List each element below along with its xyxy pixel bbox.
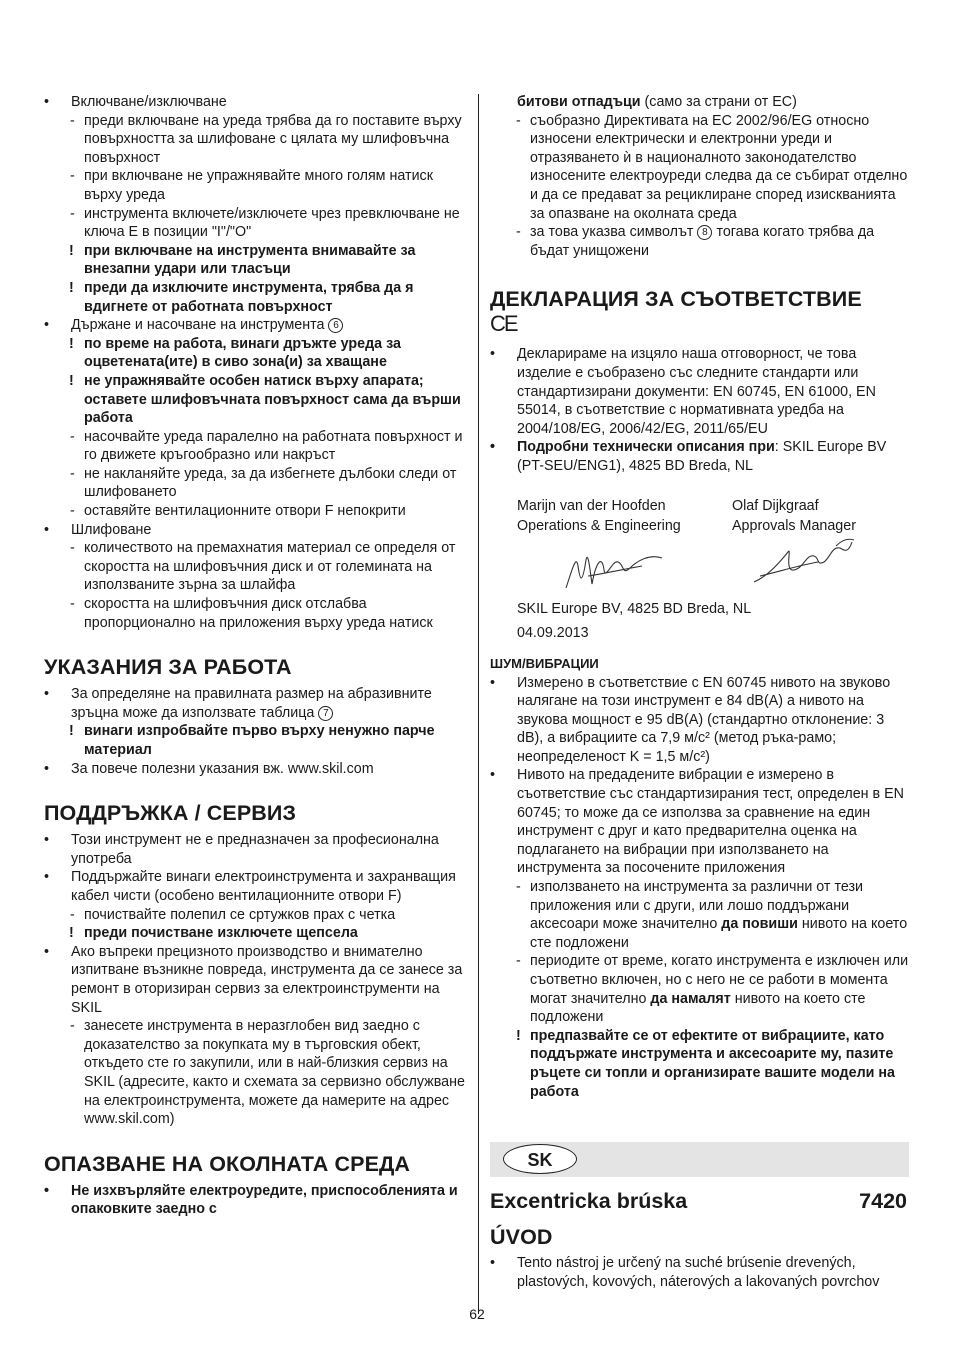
list-item: • Държане и насочване на инструмента 6	[44, 316, 468, 335]
signatory-1: Marijn van der Hoofden Operations & Engineering	[517, 497, 681, 534]
warning-item: ! при включване на инструмента внимавайте за внезапни удари или тласъци	[69, 242, 416, 278]
figure-reference: 6	[328, 318, 343, 333]
section-heading: ÚVOD	[490, 1225, 553, 1249]
list-item: • За определяне на правилната размер на абразивните зръцна може да използвате таблица 7	[44, 686, 432, 721]
list-item: • Измерено в съответствие с EN 60745 нивото на звуково налягане на този инструмент е 84 dB(A) а нивото на звукова мощност е 95 dB(A) (стандартно отклонение: 3 dB), а вибрациите са 7,9 м/с² (метод ръка-рамо; неопределеност K = 1,5 м/с²)	[490, 674, 891, 765]
language-bar	[490, 1142, 909, 1177]
list-item: • Декларираме на изцяло наша отговорност, че това изделие е съобразено със следните стандарти или стандартизирани документи: EN 60745, EN 61000, EN 55014, в съответствие с нормативната уредба на 2004/108/EG, 2006/42/EG, 2011/65/EU	[490, 346, 876, 437]
figure-reference: 7	[318, 706, 333, 721]
section-heading: ШУМ/ВИБРАЦИИ	[490, 655, 599, 671]
signature-image	[748, 532, 858, 592]
ce-mark-icon: CE	[490, 311, 517, 337]
signature-image	[558, 540, 668, 600]
section-heading: ОПАЗВАНЕ НА ОКОЛНАТА СРЕДА	[44, 1151, 411, 1176]
product-title-row	[490, 1188, 907, 1214]
language-badge: SK	[503, 1144, 577, 1174]
list-item: - при включване не упражнявайте много голям натиск върху уреда	[70, 168, 433, 203]
list-item-continuation: битови отпадъци (само за страни от ЕС)	[517, 94, 797, 110]
list-item: - не накланяйте уреда, за да избегнете дълбоки следи от шлифоването	[70, 465, 457, 501]
list-item: • Този инструмент не е предназначен за професионална употреба	[44, 832, 439, 867]
list-item: • Не изхвърляйте електроуредите, приспособленията и опаковките заедно с	[44, 1182, 458, 1218]
right-column	[490, 93, 912, 1101]
list-item: - преди включване на уреда трябва да го поставите върху повърхността за шлифоване с цялата му шлифовъчна повърхност	[70, 112, 462, 166]
section-heading: ДЕКЛАРАЦИЯ ЗА СЪОТВЕТСТВИЕ	[490, 287, 862, 312]
list-item: - занесете инструмента в неразглобен вид заедно с доказателство за покупката му в търговския обект, откъдето сте го закупили, или в най-близкия сервиз на SKIL (адресите, както и схемата за сервизно обслужване на електроинструмента, можете да намерите на адрес www.skil.com)	[70, 1018, 465, 1128]
list-item: - оставяйте вентилационните отвори F непокрити	[70, 503, 406, 520]
list-item: • Tento nástroj je určený na suché brúsenie drevených, plastových, kovových, náterových a lakovaných povrchov	[490, 1255, 880, 1290]
product-model: 7420	[859, 1189, 907, 1213]
warning-item: ! не упражнявайте особен натиск върху апарата; оставете шлифовъчната повърхност сама да върши работа	[69, 372, 461, 427]
list-item: - използването на инструмента за различни от тези приложения или с други, или лошо поддържани аксесоари може значително да повиши нивото на което сте подложени	[516, 879, 908, 951]
sk-section	[490, 1188, 907, 1291]
signatory-2: Olaf Dijkgraaf Approvals Manager	[732, 497, 856, 534]
list-item: • Ако въпреки прецизното производство и внимателно изпитване възникне повреда, инструмента да се занесе за ремонт в оторизиран сервиз за електроинструменти на SKIL	[44, 943, 463, 1016]
list-item: • Включване/изключване	[44, 94, 227, 110]
section-heading: ПОДДРЪЖКА / СЕРВИЗ	[44, 801, 297, 826]
page-number: 62	[469, 1306, 485, 1322]
signatories	[490, 496, 912, 536]
left-column	[44, 93, 468, 1219]
column-divider	[478, 94, 479, 1314]
warning-item: ! по време на работа, винаги дръжте уреда за оцветената(ите) в сиво зона(и) за хващане	[69, 335, 401, 371]
list-item: - насочвайте уреда паралелно на работната повърхност и го движете кръгообразно или накръст	[70, 428, 463, 464]
figure-reference: 8	[697, 225, 712, 240]
warning-item: ! преди да изключите инструмента, трябва да я вдигнете от работната повърхност	[69, 279, 414, 315]
list-item: • Поддържайте винаги електроинструмента и захранващия кабел чисти (особено вентилационните отвори F)	[44, 869, 456, 904]
section-heading: УКАЗАНИЯ ЗА РАБОТА	[44, 655, 292, 680]
warning-item: ! преди почистване изключете щепсела	[69, 925, 358, 942]
list-item: • Шлифоване	[44, 521, 152, 538]
warning-item: ! предпазвайте се от ефектите от вибрациите, като поддържате инструмента и аксесоарите му, пазите ръцете си топли и организирате вашите модели на работа	[516, 1027, 896, 1100]
signatures	[490, 536, 912, 598]
product-name: Excentricka brúska	[490, 1189, 688, 1213]
list-item: - количеството на премахнатия материал се определя от скоростта на шлифовъчния диск и от големината на използваните зърна за шлайфа	[70, 540, 456, 594]
company-address: SKIL Europe BV, 4825 BD Breda, NL	[517, 600, 752, 617]
list-item: - за това указва символът 8 тогава когато трябва да бъдат унищожени	[516, 224, 875, 259]
declaration-date: 04.09.2013	[517, 624, 589, 641]
list-item: • Нивото на предадените вибрации е измерено в съответствие със стандартизирания тест, определен в EN 60745; то може да се използва за сравнение на един инструмент с друг и като предварителна оценка на подлагането на вибрации при използването на инструмента за посочените приложения	[490, 767, 904, 877]
list-item: - инструмента включете/изключете чрез превключване не ключа E в позиции "I"/"O"	[70, 205, 460, 241]
list-item: - периодите от време, когато инструмента е изключен или съответно включен, но с него не се работи в момента могат значително да намалят нивото на което сте подложени	[516, 953, 909, 1026]
list-item: • За повече полезни указания вж. www.skil.com	[44, 760, 374, 777]
list-item: - почиствайте полепил се сртужков прах с четка	[70, 906, 396, 923]
list-item: - скоростта на шлифовъчния диск отслабва пропорционално на приложения върху уреда натиск	[70, 596, 433, 631]
list-item: - съобразно Директивата на ЕС 2002/96/EG относно износени електрически и електронни уреди и отразяването ѝ в националното законодателство износените електроуреди следва да се събират отделно и да се предават за рециклиране според изискванията за опазване на околната среда	[516, 112, 908, 222]
list-item: • Подробни технически описания при: SKIL Europe BV (PT-SEU/ENG1), 4825 BD Breda, NL	[490, 439, 887, 474]
warning-item: ! винаги изпробвайте първо върху ненужно парче материал	[69, 723, 435, 758]
